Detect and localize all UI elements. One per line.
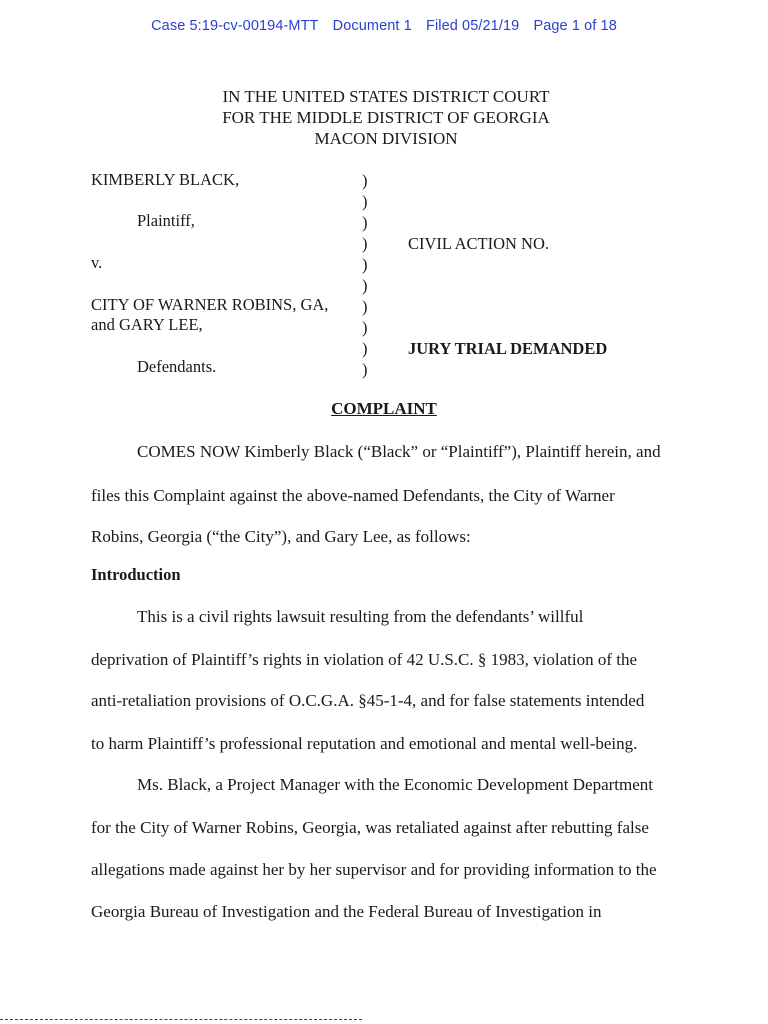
defendant-role: Defendants. <box>137 357 217 376</box>
paragraph-line: deprivation of Plaintiff’s rights in violation of 42 U.S.C. § 1983, violation of the <box>91 650 638 669</box>
filed-date: Filed 05/21/19 <box>425 18 520 34</box>
paragraph-line: files this Complaint against the above-named Defendants, the City of Warner <box>91 486 615 505</box>
document-number: Document 1 <box>332 18 412 34</box>
court-name-line1: IN THE UNITED STATES DISTRICT COURT <box>222 87 550 106</box>
caption-paren: ) <box>362 213 368 232</box>
footnote-divider <box>0 1019 362 1020</box>
caption-paren: ) <box>362 192 368 211</box>
caption-paren: ) <box>362 339 368 358</box>
jury-trial-demanded: JURY TRIAL DEMANDED <box>408 339 608 358</box>
caption-paren: ) <box>362 171 368 190</box>
court-name-line2: FOR THE MIDDLE DISTRICT OF GEORGIA <box>222 108 550 127</box>
paragraph-line: to harm Plaintiff’s professional reputation and emotional and mental well-being. <box>91 734 638 753</box>
paragraph-line: Robins, Georgia (“the City”), and Gary Lee, as follows: <box>91 527 471 546</box>
paragraph-line: anti-retaliation provisions of O.C.G.A. §45-1-4, and for false statements intended <box>91 691 645 710</box>
caption-paren: ) <box>362 234 368 253</box>
document-title: COMPLAINT <box>331 399 437 418</box>
paragraph-line: This is a civil rights lawsuit resulting from the defendants’ willful <box>137 607 584 626</box>
paragraph-line: for the City of Warner Robins, Georgia, was retaliated against after rebutting false <box>91 818 649 837</box>
caption-paren: ) <box>362 297 368 316</box>
case-number: Case 5:19-cv-00194-MTT <box>151 18 319 34</box>
caption-paren: ) <box>362 360 368 379</box>
court-division: MACON DIVISION <box>314 129 458 148</box>
civil-action-number: CIVIL ACTION NO. <box>408 234 549 253</box>
defendant-line1: CITY OF WARNER ROBINS, GA, <box>91 295 329 314</box>
page-number: Page 1 of 18 <box>533 18 617 34</box>
section-heading-introduction: Introduction <box>91 565 181 584</box>
plaintiff-name: KIMBERLY BLACK, <box>91 170 240 189</box>
caption-paren: ) <box>362 255 368 274</box>
caption-paren: ) <box>362 276 368 295</box>
filing-stamp <box>0 18 768 34</box>
versus: v. <box>91 253 103 272</box>
defendant-line2: and GARY LEE, <box>91 315 203 334</box>
paragraph-line: allegations made against her by her supervisor and for providing information to the <box>91 860 657 879</box>
paragraph-line: COMES NOW Kimberly Black (“Black” or “Plaintiff”), Plaintiff herein, and <box>137 442 661 461</box>
paragraph-line: Ms. Black, a Project Manager with the Economic Development Department <box>137 775 653 794</box>
paragraph-line: Georgia Bureau of Investigation and the Federal Bureau of Investigation in <box>91 902 602 921</box>
caption-paren: ) <box>362 318 368 337</box>
plaintiff-role: Plaintiff, <box>137 211 195 230</box>
